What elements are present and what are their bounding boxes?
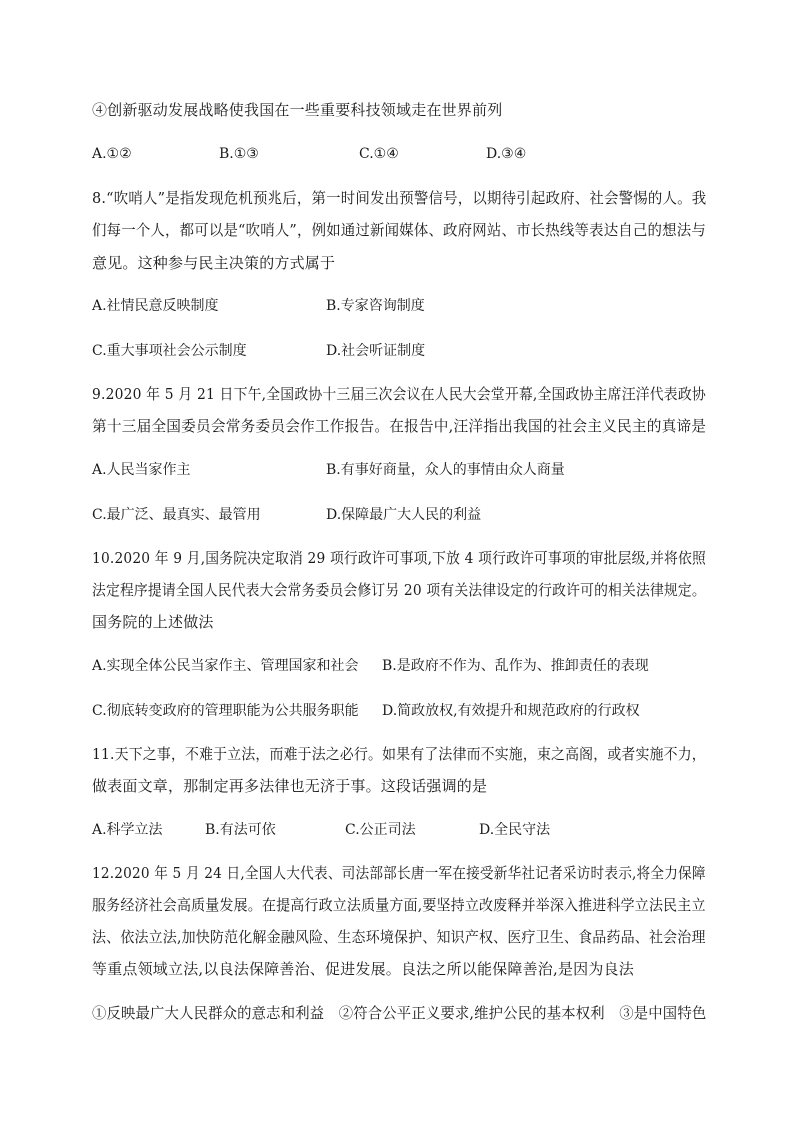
q8-stem-line-3: 意见。这种参与民主决策的方式属于 — [92, 254, 336, 272]
q9-option-d: D.保障最广大人民的利益 — [326, 507, 482, 523]
q9-stem-line-1: 9.2020 年 5 月 21 日下午,全国政协十三届三次会议在人民大会堂开幕,全国政协主席汪洋代表政协 — [92, 385, 706, 403]
q9-option-b: B.有事好商量，众人的事情由众人商量 — [326, 462, 565, 478]
q7-option-b: B.①③ — [219, 146, 259, 162]
q11-stem-line-1: 11.天下之事，不难于立法，而难于法之必行。如果有了法律而不实施，束之高阁，或者实施不力， — [92, 745, 706, 763]
q11-option-d: D.全民守法 — [479, 822, 551, 838]
q11-option-c: C.公正司法 — [345, 822, 416, 838]
q10-option-c: C.彻底转变政府的管理职能为公共服务职能 — [92, 703, 359, 719]
q7-option-a: A.①② — [92, 146, 132, 162]
q10-stem-line-3: 国务院的上述做法 — [92, 613, 214, 631]
q9-option-c: C.最广泛、最真实、最管用 — [92, 507, 261, 523]
q12-statements-line: ①反映最广大人民群众的意志和利益 ②符合公平正义要求,维护公民的基本权利 ③是中国特色 — [92, 1004, 707, 1022]
q8-option-b: B.专家咨询制度 — [326, 298, 425, 314]
q12-stem-line-1: 12.2020 年 5 月 24 日,全国人大代表、司法部部长唐一军在接受新华社记者采访时表示,将全力保障 — [92, 864, 706, 882]
q10-option-d: D.简政放权,有效提升和规范政府的行政权 — [382, 703, 640, 719]
q8-option-d: D.社会听证制度 — [326, 343, 426, 359]
q12-stem-line-3: 法、依法立法,加快防范化解金融风险、生态环境保护、知识产权、医疗卫生、食品药品、社会治理 — [92, 928, 706, 946]
q7-item-4: ④创新驱动发展战略使我国在一些重要科技领域走在世界前列 — [92, 101, 503, 119]
q7-option-d: D.③④ — [486, 146, 527, 162]
q9-option-a: A.人民当家作主 — [92, 462, 191, 478]
q10-option-a: A.实现全体公民当家作主、管理国家和社会 — [92, 658, 359, 674]
q9-stem-line-2: 第十三届全国委员会常务委员会作工作报告。在报告中,汪洋指出我国的社会主义民主的真谛是 — [92, 417, 707, 435]
q8-stem-line-1: 8.“吹哨人”是指发现危机预兆后，第一时间发出预警信号，以期待引起政府、社会警惕的人。我 — [92, 189, 707, 207]
q11-stem-line-2: 做表面文章，那制定再多法律也无济于事。这段话强调的是 — [92, 777, 488, 795]
q10-option-b: B.是政府不作为、乱作为、推卸责任的表现 — [382, 658, 649, 674]
q7-option-c: C.①④ — [359, 146, 399, 162]
q8-option-c: C.重大事项社会公示制度 — [92, 343, 247, 359]
q12-stem-line-4: 等重点领域立法,以良法保障善治、促进发展。良法之所以能保障善治,是因为良法 — [92, 960, 634, 978]
q11-option-a: A.科学立法 — [92, 822, 163, 838]
q12-stem-line-2: 服务经济社会高质量发展。在提高行政立法质量方面,要坚持立改废释并举深入推进科学立法民主立 — [92, 896, 706, 914]
q10-stem-line-1: 10.2020 年 9 月,国务院决定取消 29 项行政许可事项,下放 4 项行政许可事项的审批层级,并将依照 — [92, 549, 706, 567]
q8-option-a: A.社情民意反映制度 — [92, 298, 219, 314]
q8-stem-line-2: 们每一个人，都可以是“吹哨人”，例如通过新闻媒体、政府网站、市长热线等表达自己的想法与 — [92, 221, 706, 239]
q11-option-b: B.有法可依 — [205, 822, 276, 838]
q10-stem-line-2: 法定程序提请全国人民代表大会常务委员会修订另 20 项有关法律设定的行政许可的相关法律规定。 — [92, 581, 706, 599]
